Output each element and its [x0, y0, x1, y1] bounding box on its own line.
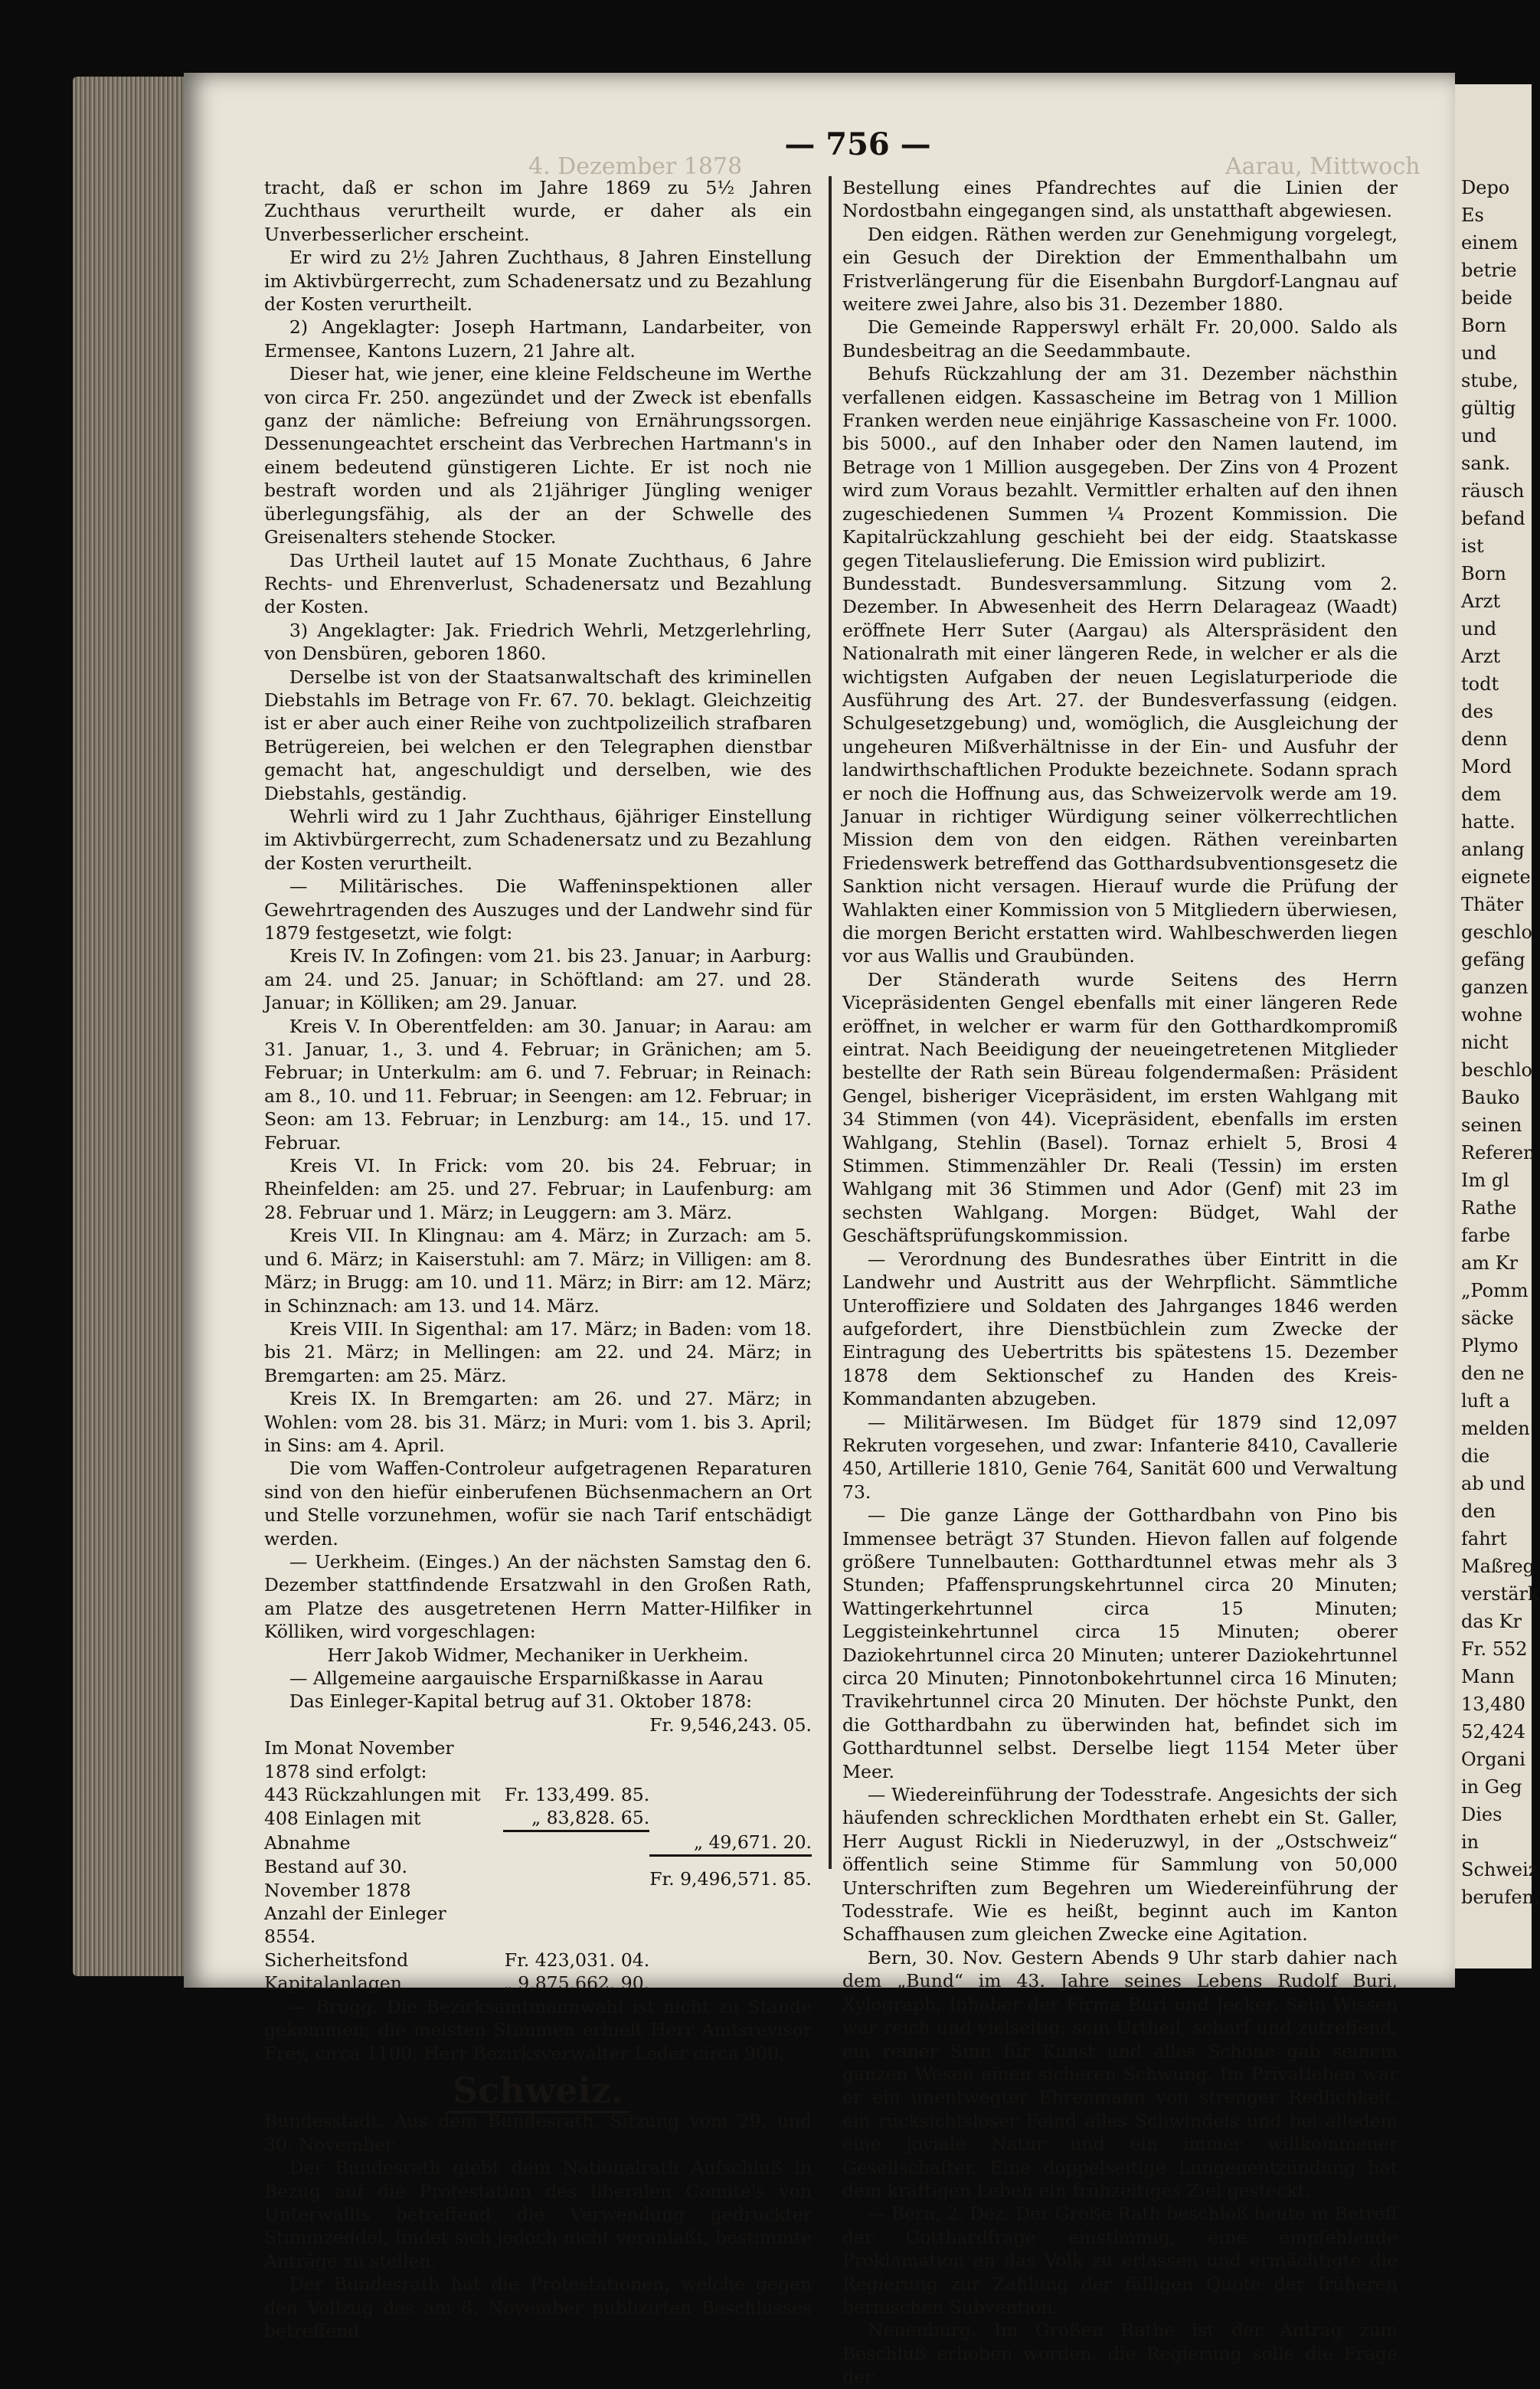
left-column-paragraph: — Uerkheim. (Einges.) An der nächsten Samstag den 6. Dezember stattfindende Ersatzwahl in den Großen Rath, am Platze des ausgetretenen Herrn Matter-Hilfiker in Kölliken, wird vorgeschlagen:	[264, 1550, 812, 1643]
savings-table-mid: „ 83,828. 65.	[503, 1806, 650, 1831]
brugg-paragraph: — Brugg. Die Bezirksamtmannwahl ist nicht zu Stande gekommen; die meisten Stimmen erhielt Herr Amtsrevisor Frey, circa 1100; Herr Bezirksverwalter Leder circa 900.	[264, 1995, 812, 2064]
savings-table-value: „ 49,671. 20.	[649, 1831, 812, 1855]
facing-page-fragment: Es	[1461, 205, 1484, 226]
facing-page-fragment: Depo	[1461, 177, 1510, 198]
savings-table-label: Sicherheitsfond	[264, 1949, 409, 1971]
facing-page-fragment: Rathe	[1461, 1197, 1517, 1219]
savings-table-value	[649, 1902, 812, 1949]
left-column-paragraph: Kreis IV. In Zofingen: vom 21. bis 23. Januar; in Aarburg: am 24. und 25. Januar; in Schöftland: am 27. und 28. Januar; in Kölliken; am 29. Januar.	[264, 945, 812, 1014]
left-column-paragraph: Kreis V. In Oberentfelden: am 30. Januar; in Aarau: am 31. Januar, 1., 3. und 4. Februar; in Gränichen; am 5. Februar; in Unterkulm: am 6. und 7. Februar; in Reinach: am 8., 10. und 11. Februar; in Seengen: am 12. Februar; in Seon: am 13. Februar; in Lenzburg: am 14., 15. und 17. Februar.	[264, 1015, 812, 1154]
facing-page-fragment: ganzen	[1461, 977, 1529, 998]
facing-page-fragment: in	[1461, 1831, 1480, 1853]
facing-page-fragment: nicht	[1461, 1032, 1509, 1053]
facing-page-fragment: Plymo	[1461, 1335, 1519, 1356]
savings-table-row	[264, 1972, 812, 1995]
facing-page-fragment: und	[1461, 618, 1497, 640]
facing-page-fragment: das Kr	[1461, 1611, 1522, 1632]
facing-page-fragment: den ne	[1461, 1363, 1525, 1384]
facing-page-fragment: anlang	[1461, 839, 1525, 860]
facing-page-fragment: farbe	[1461, 1225, 1511, 1246]
facing-page-fragment: Organi	[1461, 1749, 1525, 1770]
facing-page-fragment: 52,424	[1461, 1721, 1525, 1743]
facing-page-fragment: sank.	[1461, 453, 1511, 474]
savings-table-label: Im Monat November 1878 sind erfolgt:	[264, 1737, 454, 1782]
left-column-paragraph: Derselbe ist von der Staatsanwaltschaft des kriminellen Diebstahls im Betrage von Fr. 67. 70. beklagt. Gleichzeitig ist er aber auch einer Reihe von zuchtpolizeilich strafbaren Betrügereien, bei welchen er den Telegraphen dienstbar gemacht hat, angeschuldigt und derselben, wie des Diebstahls, geständig.	[264, 666, 812, 804]
savings-table-value	[649, 1736, 812, 1783]
savings-table-value	[649, 1972, 812, 1995]
facing-page-fragment: Fr. 552	[1461, 1638, 1528, 1660]
facing-page-fragment: Born	[1461, 315, 1507, 336]
savings-table-value	[649, 1806, 812, 1831]
left-column-paragraph: Kreis VII. In Klingnau: am 4. März; in Zurzach: am 5. und 6. März; in Kaiserstuhl: am 7. März; in Villigen: am 8. März; in Brugg: am 10. und 11. März; in Birr: am 12. März; in Schinznach: am 13. und 14. März.	[264, 1225, 812, 1317]
facing-page-fragment: in Geg	[1461, 1776, 1522, 1798]
facing-page-fragment: Arzt	[1461, 646, 1501, 667]
right-column-paragraph: Behufs Rückzahlung der am 31. Dezember nächsthin verfallenen eidgen. Kassascheine im Betrag von 1 Million Franken werden neue einjährige Kassascheine von Fr. 1000. bis 5000., auf den Inhaber oder den Namen lautend, im Betrage von 1 Million ausgegeben. Der Zins von 4 Prozent wird zum Voraus bezahlt. Vermittler erhalten auf den ihnen zugeschiedenen Summen ¼ Prozent Kommission. Die Kapitalrückzahlung geschieht bei der eidg. Staatskasse gegen Titelauslieferung. Die Emission wird publizirt.	[842, 363, 1398, 571]
facing-page-fragment: beschlo	[1461, 1059, 1532, 1081]
facing-page-fragment: gültig	[1461, 398, 1516, 419]
facing-page-fragment: und	[1461, 425, 1497, 447]
right-column	[842, 176, 1398, 2389]
left-column-paragraph: Kreis VIII. In Sigenthal: am 17. März; in Baden: vom 18. bis 21. März; in Mellingen: am 22. und 24. März; in Bremgarten: am 25. März.	[264, 1317, 812, 1386]
savings-table-label: Bestand auf 30. November 1878	[264, 1856, 411, 1901]
facing-page-fragment: Schweiz	[1461, 1859, 1538, 1880]
left-column-paragraph: — Militärisches. Die Waffeninspektionen aller Gewehrtragenden des Auszuges und der Landwehr sind für 1879 festgesetzt, wie folgt:	[264, 875, 812, 944]
savings-table-mid	[503, 1902, 650, 1949]
savings-table-label	[264, 1713, 503, 1736]
bleed-through-date: 4. Dezember 1878	[528, 153, 743, 180]
facing-page-fragment: ist	[1461, 535, 1484, 557]
bundesstadt-paragraph: Der Bundesrath giebt dem Nationalrath Aufschluß in Bezug auf die Protestation des liberalen Comité's von Unterwallis betreffend die Verwendung gedruckter Stimmzeddel, findet sich jedoch nicht veranlaßt, bestimmte Anträge zu stellen.	[264, 2157, 812, 2272]
facing-page-fragment: Referen	[1461, 1142, 1535, 1163]
facing-page-fragment: denn	[1461, 728, 1508, 750]
facing-page-fragment: Maßreg	[1461, 1556, 1535, 1577]
facing-page-fragment: fahrt	[1461, 1528, 1507, 1550]
left-column-paragraph: 3) Angeklagter: Jak. Friedrich Wehrli, Metzgerlehrling, von Densbüren, geboren 1860.	[264, 619, 812, 665]
left-column-paragraphs	[264, 176, 812, 1713]
savings-table-mid: Fr. 133,499. 85.	[504, 1784, 650, 1806]
left-column	[264, 176, 812, 2342]
book-edge	[73, 77, 188, 1976]
left-column-paragraph: Er wird zu 2½ Jahren Zuchthaus, 8 Jahren Einstellung im Aktivbürgerrecht, zum Schadenersatz und zu Bezahlung der Kosten verurtheilt.	[264, 247, 812, 316]
facing-page-fragment: gefäng	[1461, 949, 1525, 970]
savings-table-value: Fr. 9,546,243. 05.	[649, 1713, 812, 1736]
savings-table-row	[264, 1949, 812, 1972]
facing-page-fragment: Arzt	[1461, 591, 1501, 612]
savings-table-mid	[503, 1855, 650, 1902]
facing-page-fragment: einem	[1461, 232, 1519, 254]
savings-table-mid: „ 9,875,662. 90.	[502, 1972, 650, 1995]
savings-table-label: 408 Einlagen mit	[264, 1808, 421, 1830]
facing-page-edge	[1455, 84, 1540, 1968]
savings-table-label: Kapitalanlagen	[264, 1972, 402, 1995]
facing-page-fragment: die	[1461, 1445, 1490, 1467]
savings-table-row	[264, 1736, 812, 1783]
savings-table-row	[264, 1831, 812, 1855]
facing-page-fragment: räusch	[1461, 480, 1525, 502]
left-column-paragraph: Die vom Waffen-Controleur aufgetragenen Reparaturen sind von den hiefür einberufenen Büchsenmachern an Ort und Stelle vorzunehmen, wofür sie nach Tarif entschädigt werden.	[264, 1458, 812, 1550]
facing-page-fragment: Bauko	[1461, 1087, 1520, 1108]
right-column-paragraph: Bern, 30. Nov. Gestern Abends 9 Uhr starb dahier nach dem „Bund“ im 43. Jahre seines Lebens Rudolf Buri, Xylograph, Inhaber der Firma Buri und Jecker. Sein Wissen war reich und vielseitig; sein Urtheil, scharf und zutreffend, ein reiner Sinn für Kunst und alles Schöne gab seinem ganzen Wesen einen sicheren Schwung. Im Privatleben war er ein unentwegter Ehrenmann von strenger Redlichkeit, ein rücksichtsloser Feind alles Schwindels und bei alledem eine joviale Natur und ein immer willkommener Gesellschafter. Eine doppelseitige Lungenentzündung hat dem kräftigen Leben ein frühzeitiges Ziel gesteckt.	[842, 1946, 1398, 2201]
facing-page-fragment: Mord	[1461, 756, 1512, 777]
right-column-paragraph: — Verordnung des Bundesrathes über Eintritt in die Landwehr und Austritt aus der Wehrpflicht. Sämmtliche Unteroffiziere und Soldaten des Jahrganges 1846 werden aufgefordert, ihre Dienstbüchlein zum Zwecke der Eintragung des Uebertritts bis spätestens 15. Dezember 1878 dem Sektionschef zu Handen des Kreis-Kommandanten abzugeben.	[842, 1248, 1398, 1410]
column-rule	[829, 176, 832, 1869]
right-column-paragraph: Die Gemeinde Rapperswyl erhält Fr. 20,000. Saldo als Bundesbeitrag an die Seedammbaute.	[842, 316, 1398, 362]
facing-page-fragment: Born	[1461, 563, 1507, 584]
left-column-paragraph: Dieser hat, wie jener, eine kleine Feldscheune im Werthe von circa Fr. 250. angezündet und der Zweck ist ebenfalls ganz der nämliche: Befreiung von Ernährungssorgen. Dessenungeachtet erscheint das Verbrechen Hartmann's in einem bedeutend günstigeren Lichte. Er ist noch nie bestraft worden und als 21jähriger Jüngling weniger überlegungsfähig, als der an der Schwelle des Greisenalters stehende Stocker.	[264, 363, 812, 548]
facing-page-fragment: 13,480	[1461, 1694, 1525, 1715]
bundesstadt-paragraph: Der Bundesrath hat die Protestationen, welche gegen den Vollzug des am 8. November publizirten Beschlusses betreffend	[264, 2273, 812, 2342]
facing-page-fragment: befand	[1461, 508, 1525, 529]
left-column-paragraph: Das Einleger-Kapital betrug auf 31. Oktober 1878:	[289, 1690, 753, 1713]
facing-page-fragment: eignete	[1461, 866, 1531, 888]
facing-page-fragment: hatte.	[1461, 811, 1515, 833]
right-column-paragraph: Bundesstadt. Bundesversammlung. Sitzung vom 2. Dezember. In Abwesenheit des Herrn Delarageaz (Waadt) eröffnete Herr Suter (Aargau) als Alterspräsident den Nationalrath mit einer längeren Rede, in welcher er als die wichtigsten Aufgaben der neuen Legislaturperiode die Ausführung des Art. 27. der Bundesverfassung (eidgen. Schulgesetzgebung) und, womöglich, die Ausgleichung der ungeheuren Mißverhältnisse in der Ein- und Ausfuhr der landwirthschaftlichen Produkte bezeichnete. Sodann sprach er noch die Hoffnung aus, das Schweizervolk werde am 19. Januar in richtiger Würdigung seiner völkerrechtlichen Mission dem von den eidgen. Räthen vereinbarten Friedenswerk betreffend das Gotthardsubventionsgesetz die Sanktion nicht versagen. Hierauf wurde die Prüfung der Wahlakten einer Kommission von 5 Mitgliedern überwiesen, die morgen Bericht erstatten wird. Wahlbeschwerden liegen vor aus Wallis und Graubünden.	[842, 572, 1398, 967]
savings-table-label: Abnahme	[264, 1832, 351, 1854]
facing-page-fragment: Thäter	[1461, 894, 1524, 915]
facing-page-fragment: luft a	[1461, 1390, 1510, 1412]
facing-page-fragment: verstärk	[1461, 1583, 1539, 1605]
right-column-paragraphs	[842, 176, 1398, 2389]
facing-page-fragment: und	[1461, 342, 1497, 364]
savings-table-label: 443 Rückzahlungen mit	[264, 1784, 481, 1806]
facing-page-fragment: todt	[1461, 673, 1499, 695]
section-heading-schweiz: Schweiz.	[264, 2079, 812, 2102]
savings-table-row	[264, 1855, 812, 1902]
facing-page-fragment: melden	[1461, 1418, 1530, 1439]
right-column-paragraph: Neuenburg. Im Großen Rathe ist der Antrag zum Beschluß erhoben worden, die Regierung solle die Frage der	[842, 2319, 1398, 2388]
facing-page-fragment: „Pomm	[1461, 1280, 1529, 1301]
savings-table-row	[264, 1806, 812, 1831]
right-column-paragraph: — Militärwesen. Im Büdget für 1879 sind 12,097 Rekruten vorgesehen, und zwar: Infanterie 8410, Cavallerie 450, Artillerie 1810, Genie 764, Sanität 600 und Verwaltung 73.	[842, 1411, 1398, 1503]
savings-table-mid: Fr. 423,031. 04.	[504, 1949, 650, 1971]
left-column-paragraph: Das Urtheil lautet auf 15 Monate Zuchthaus, 6 Jahre Rechts- und Ehrenverlust, Schadenersatz und Bezahlung der Kosten.	[264, 549, 812, 618]
left-column-paragraph: — Allgemeine aargauische Ersparnißkasse in Aarau	[289, 1667, 764, 1689]
facing-page-fragment: beide	[1461, 287, 1512, 309]
facing-page-fragment: dem	[1461, 784, 1502, 805]
right-column-paragraph: — Bern, 2. Dez. Der Große Rath beschloß heute in Betreff der Gotthardfrage einstimmig, eine empfehlende Proklamation an das Volk zu erlassen und ermächtigte die Regierung zur Zahlung der fälligen Quote der früheren bernischen Subvention.	[842, 2203, 1398, 2318]
right-column-paragraph: — Wiedereinführung der Todesstrafe. Angesichts der sich häufenden schrecklichen Mordthaten erhebt ein St. Galler, Herr August Rickli in Niederuzwyl, in der „Ostschweiz“ öffentlich seine Stimme für Sammlung von 50,000 Unterschriften zum Begehren um Wiedereinführung der Todesstrafe. Wie es heißt, beginnt auch im Kanton Schaffhausen zum gleichen Zwecke eine Agitation.	[842, 1784, 1398, 1946]
facing-page-fragment: den	[1461, 1500, 1496, 1522]
page-number: — 756 —	[784, 126, 931, 162]
left-column-paragraph: Wehrli wird zu 1 Jahr Zuchthaus, 6jähriger Einstellung im Aktivbürgerrecht, zum Schadenersatz und zu Bezahlung der Kosten verurtheilt.	[264, 805, 812, 874]
facing-page-fragment: säcke	[1461, 1307, 1514, 1329]
bleed-through-header: Aarau, Mittwoch	[1225, 153, 1421, 180]
left-column-paragraph: Herr Jakob Widmer, Mechaniker in Uerkheim.	[327, 1644, 749, 1666]
facing-page-fragment: seinen	[1461, 1114, 1522, 1136]
facing-page-fragment: geschlo	[1461, 921, 1532, 943]
savings-table-label: Anzahl der Einleger 8554.	[264, 1903, 446, 1948]
savings-table-mid	[503, 1713, 650, 1736]
facing-page-fragment: stube,	[1461, 370, 1519, 391]
right-column-paragraph: Bestellung eines Pfandrechtes auf die Linien der Nordostbahn eingegangen sind, als unstatthaft abgewiesen.	[842, 177, 1398, 222]
facing-page-fragment: ab und	[1461, 1473, 1525, 1494]
savings-table-mid	[503, 1736, 650, 1783]
left-column-paragraph: tracht, daß er schon im Jahre 1869 zu 5½ Jahren Zuchthaus verurtheilt wurde, er daher als ein Unverbesserlicher erscheint.	[264, 177, 812, 245]
left-column-paragraph: Kreis VI. In Frick: vom 20. bis 24. Februar; in Rheinfelden: am 25. und 27. Februar; in Laufenburg: am 28. Februar und 1. März; in Leuggern: am 3. März.	[264, 1155, 812, 1223]
bundesstadt-paragraph: Bundesstadt. Aus dem Bundesrath. Sitzung vom 29. und 30. November.	[264, 2110, 812, 2155]
facing-page-fragment: am Kr	[1461, 1252, 1519, 1274]
facing-page-fragment: berufen.	[1461, 1887, 1540, 1908]
savings-table-row	[264, 1783, 812, 1806]
left-column-paragraph: 2) Angeklagter: Joseph Hartmann, Landarbeiter, von Ermensee, Kantons Luzern, 21 Jahre alt.	[264, 316, 812, 362]
savings-table-mid	[503, 1831, 650, 1855]
savings-table-row	[264, 1713, 812, 1736]
facing-page-fragment: betrie	[1461, 260, 1517, 281]
facing-page-fragment: Im gl	[1461, 1170, 1509, 1191]
facing-page-fragment: Dies	[1461, 1804, 1502, 1825]
bundesstadt-paragraphs	[264, 2109, 812, 2342]
left-column-paragraph: Kreis IX. In Bremgarten: am 26. und 27. März; in Wohlen: vom 28. bis 31. März; in Muri: vom 1. bis 3. April; in Sins: am 4. April.	[264, 1388, 812, 1456]
savings-table-value	[649, 1949, 812, 1972]
right-column-paragraph: Den eidgen. Räthen werden zur Genehmigung vorgelegt, ein Gesuch der Direktion der Emmenthalbahn um Fristverlängerung für die Eisenbahn Burgdorf-Langnau auf weitere zwei Jahre, also bis 31. Dezember 1880.	[842, 223, 1398, 316]
savings-bank-table	[264, 1713, 812, 1995]
right-column-paragraph: — Die ganze Länge der Gotthardbahn von Pino bis Immensee beträgt 37 Stunden. Hievon fallen auf folgende größere Tunnelbauten: Gotthardtunnel etwas mehr als 3 Stunden; Pfaffensprungskehrtunnel circa 20 Minuten; Wattingerkehrtunnel circa 15 Minuten; Leggisteinkehrtunnel circa 15 Minuten; oberer Daziokehrtunnel circa 20 Minuten; unterer Daziokehrtunnel circa 20 Minuten; Pinnotonbokehrtunnel circa 16 Minuten; Travikehrtunnel circa 20 Minuten. Der höchste Punkt, den die Gotthardbahn zu überwinden hat, befindet sich im Gotthardtunnel selbst. Derselbe liegt 1154 Meter über Meer.	[842, 1504, 1398, 1782]
facing-page-fragment: Mann	[1461, 1666, 1515, 1687]
facing-page-fragment: wohne	[1461, 1004, 1523, 1026]
savings-table-row	[264, 1902, 812, 1949]
savings-table-value	[649, 1783, 812, 1806]
right-column-paragraph: Der Ständerath wurde Seitens des Herrn Vicepräsidenten Gengel ebenfalls mit einer längeren Rede eröffnet, in welcher er warm für den Gotthardkompromiß eintrat. Nach Beeidigung der neueingetretenen Mitglieder bestellte der Rath sein Büreau folgendermaßen: Präsident Gengel, bisheriger Vicepräsident, im ersten Wahlgang mit 34 Stimmen (von 44). Vicepräsident, ebenfalls im ersten Wahlgang, Stehlin (Basel). Tornaz erhielt 5, Brosi 4 Stimmen. Stimmenzähler Dr. Reali (Tessin) im ersten Wahlgang mit 36 Stimmen und Ador (Genf) mit 23 im sechsten Wahlgang. Morgen: Büdget, Wahl der Geschäftsprüfungskommission.	[842, 968, 1398, 1247]
savings-table-value: Fr. 9,496,571. 85.	[649, 1868, 812, 1890]
facing-page-fragment: des	[1461, 701, 1493, 722]
